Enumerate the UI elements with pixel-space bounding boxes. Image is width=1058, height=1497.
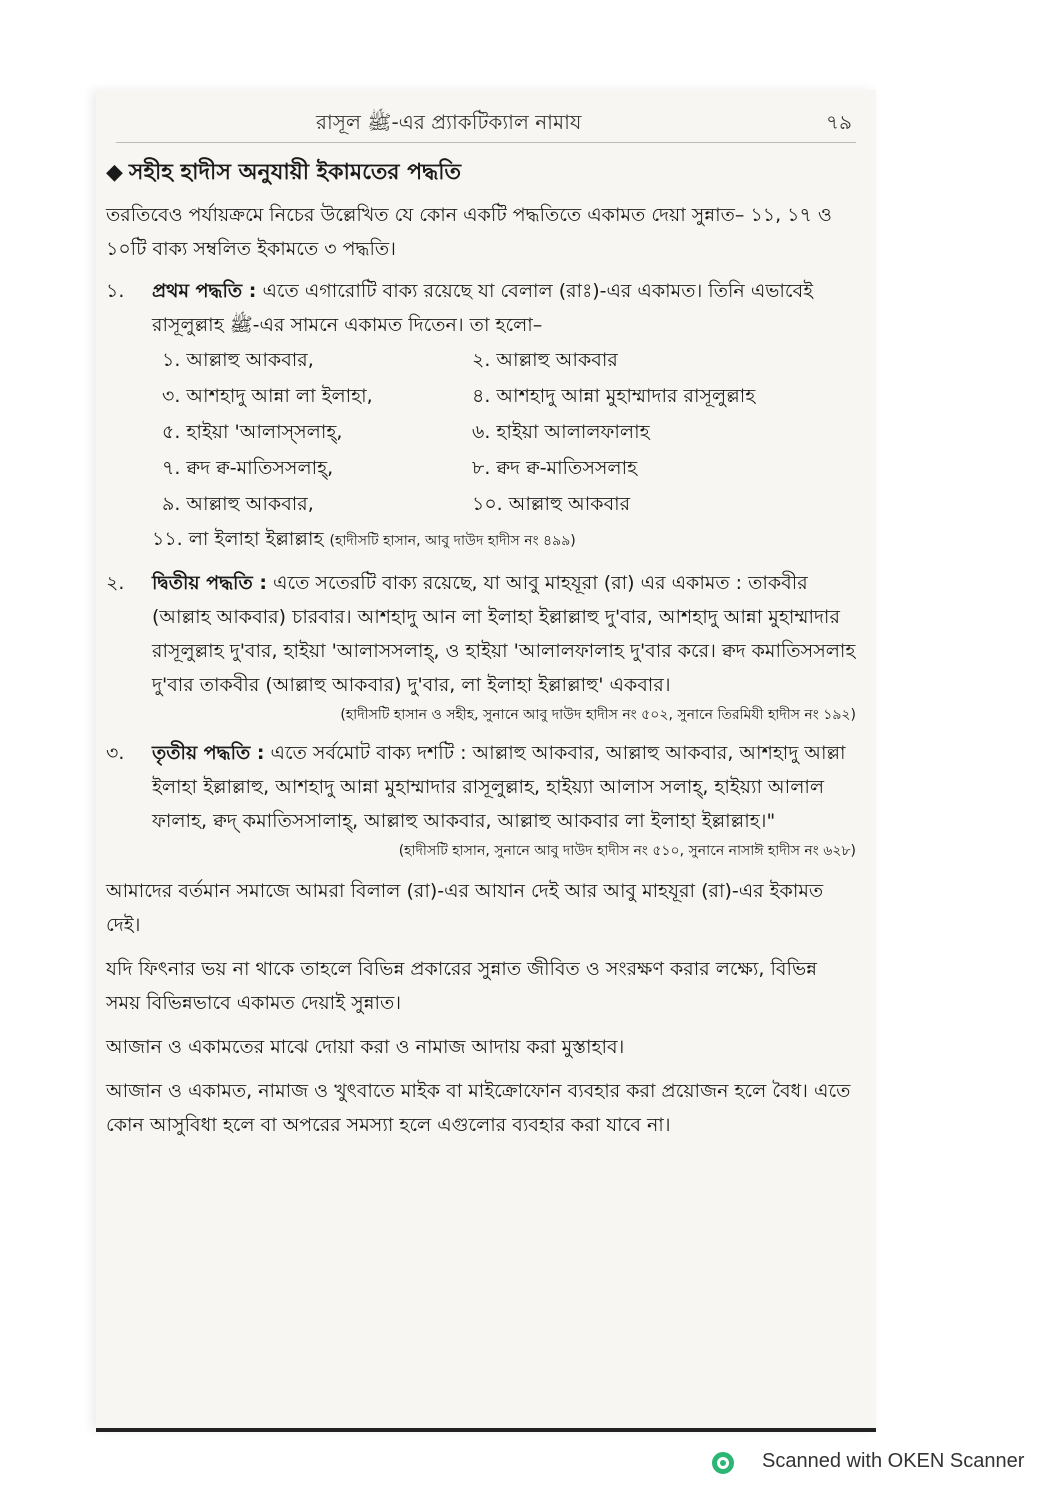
method-2-label: দ্বিতীয় পদ্ধতি : — [152, 572, 267, 594]
method-2 — [106, 566, 856, 728]
method-3 — [106, 736, 856, 864]
page-bottom-edge — [96, 1428, 876, 1432]
method-2-text: এতে সতেরটি বাক্য রয়েছে, যা আবু মাহযূরা (রা) এর একামত : তাকবীর (আল্লাহ আকবার) চারবার। আশহাদু আন লা ইলাহা ইল্লাল্লাহু দু'বার, আশহাদু আন্না মুহাম্মাদার রাসূলুল্লাহ দু'বার, হাইয়া 'আলাসসলাহ্, ও হাইয়া 'আলালফালাহ দু'বার করে। ক্বদ কমাতিসসলাহ দু'বার তাকবীর (আল্লাহু আকবার) দু'বার, লা ইলাহা ইল্লাল্লাহু' একবার। — [152, 572, 856, 696]
method-1-phrase-list — [152, 342, 856, 522]
method-3-reference: (হাদীসটি হাসান, সুনানে আবু দাউদ হাদীস নং ৫১০, সুনানে নাসাঈ হাদীস নং ৬২৮) — [398, 843, 856, 859]
list-item: ৯. আল্লাহু আকবার, — [162, 493, 314, 515]
list-item: ৭. ক্বদ ক্ব-মাতিসসলাহ্, — [162, 457, 334, 479]
method-1-text: এতে এগারোটি বাক্য রয়েছে যা বেলাল (রাঃ)-এর একামত। তিনি এভাবেই রাসূলুল্লাহ ﷺ-এর সামনে একামত দিতেন। তা হলো– — [152, 280, 814, 336]
running-title: রাসূল ﷺ-এর প্র্যাকটিক্যাল নামায — [316, 110, 582, 134]
list-item: ৫. হাইয়া 'আলাস্সলাহ্, — [162, 421, 343, 443]
method-3-label: তৃতীয় পদ্ধতি : — [152, 742, 265, 764]
method-2-number: ২. — [106, 572, 125, 594]
method-1-number: ১. — [106, 280, 125, 302]
scanner-text: Scanned with OKEN Scanner — [762, 1450, 1025, 1472]
header-divider — [116, 142, 856, 143]
paragraph: যদি ফিৎনার ভয় না থাকে তাহলে বিভিন্ন প্রকারের সুন্নাত জীবিত ও সংরক্ষণ করার লক্ষ্যে, বিভিন্ন সময় বিভিন্নভাবে একামত দেয়াই সুন্নাত। — [106, 958, 817, 1014]
section-heading — [106, 156, 856, 190]
method-1 — [106, 274, 856, 558]
method-3-text: এতে সর্বমোট বাক্য দশটি : আল্লাহু আকবার, আল্লাহু আকবার, আশহাদু আল্লা ইলাহা ইল্লাল্লাহু, আশহাদু আন্না মুহাম্মাদার রাসূলুল্লাহ, হাইয়্যা আলাস সলাহ্, হাইয়্যা আলাল ফালাহ, ক্বদ্ কমাতিসসালাহ্, আল্লাহু আকবার, আল্লাহু আকবার লা ইলাহা ইল্লাল্লাহ।" — [152, 742, 846, 832]
method-3-number: ৩. — [106, 742, 125, 764]
list-item: ৪. আশহাদু আন্না মুহাম্মাদার রাসূলুল্লাহ — [472, 385, 756, 407]
paragraph: আমাদের বর্তমান সমাজে আমরা বিলাল (রা)-এর আযান দেই আর আবু মাহযূরা (রা)-এর ইকামত দেই। — [106, 880, 824, 936]
section-title-text: সহীহ হাদীস অনুযায়ী ইকামতের পদ্ধতি — [128, 160, 462, 185]
list-item: ১. আল্লাহু আকবার, — [162, 349, 314, 371]
scanner-watermark — [712, 1448, 1052, 1484]
list-item: ২. আল্লাহু আকবার — [472, 349, 618, 371]
diamond-bullet-icon: ◆ — [106, 160, 123, 185]
oken-logo-icon — [712, 1452, 734, 1474]
page-number: ৭৯ — [826, 110, 852, 134]
list-item: ১০. আল্লাহু আকবার — [472, 493, 631, 515]
method-1-last-phrase: ১১. লা ইলাহা ইল্লাল্লাহ — [152, 528, 324, 550]
list-item: ৩. আশহাদু আন্না লা ইলাহা, — [162, 385, 373, 407]
book-page — [96, 90, 876, 1430]
list-item: ৬. হাইয়া আলালফালাহ — [472, 421, 650, 443]
paragraph: আজান ও একামতের মাঝে দোয়া করা ও নামাজ আদায় করা মুস্তাহাব। — [106, 1036, 625, 1058]
section-intro: তরতিবেও পর্যায়ক্রমে নিচের উল্লেখিত যে কোন একটি পদ্ধতিতে একামত দেয়া সুন্নাত– ১১, ১৭ ও ১০টি বাক্য সম্বলিত ইকামতে ৩ পদ্ধতি। — [106, 204, 832, 260]
method-2-reference: (হাদীসটি হাসান ও সহীহ, সুনানে আবু দাউদ হাদীস নং ৫০২, সুনানে তিরমিযী হাদীস নং ১৯২) — [340, 707, 856, 723]
method-1-label: প্রথম পদ্ধতি : — [152, 280, 257, 302]
page-content — [106, 156, 856, 1142]
list-item: ৮. ক্বদ ক্ব-মাতিসসলাহ — [472, 457, 638, 479]
method-1-reference: (হাদীসটি হাসান, আবু দাউদ হাদীস নং ৪৯৯) — [329, 533, 576, 549]
paragraph: আজান ও একামত, নামাজ ও খুৎবাতে মাইক বা মাইক্রোফোন ব্যবহার করা প্রয়োজন হলে বৈধ। এতে কোন আসুবিধা হলে বা অপরের সমস্যা হলে এগুলোর ব্যবহার করা যাবে না। — [106, 1080, 851, 1136]
